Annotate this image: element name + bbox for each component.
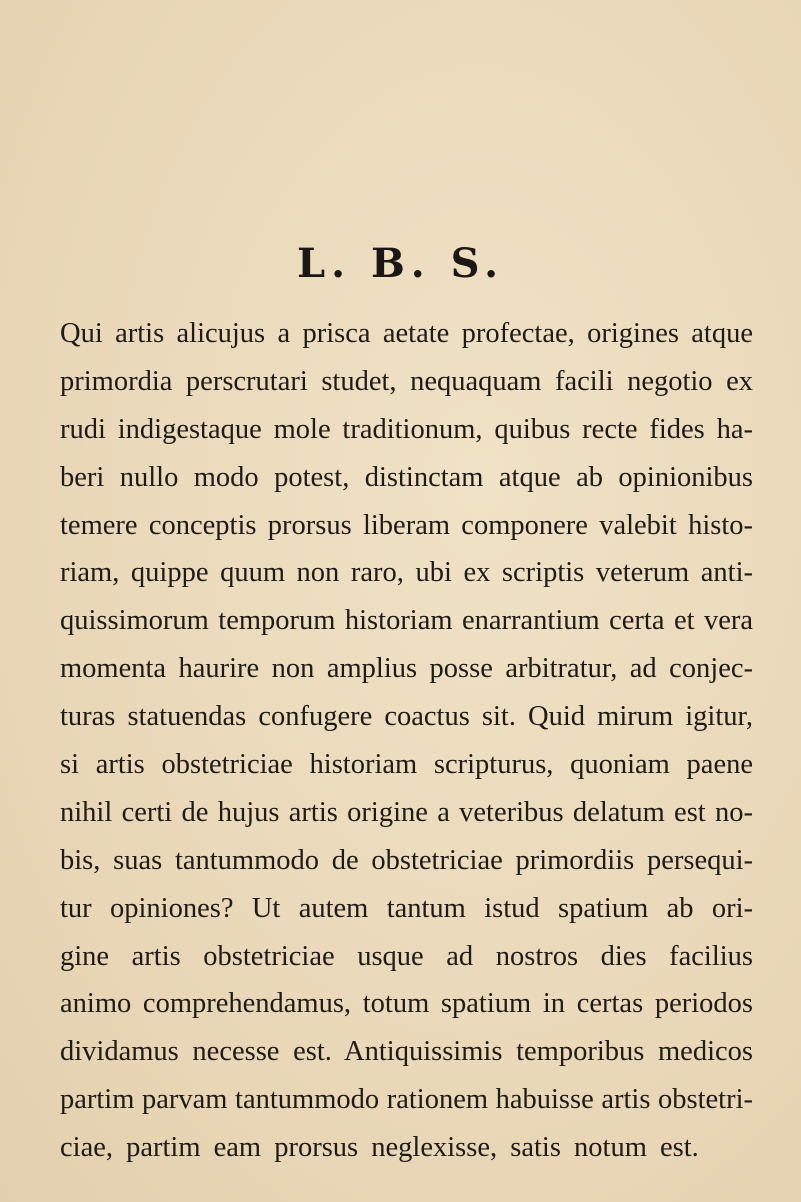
text-line: turas statuendas confugere coactus sit. Quid mirum igitur,	[60, 701, 753, 733]
text-line: riam, quippe quum non raro, ubi ex scriptis veterum anti-	[60, 557, 753, 589]
text-line: tur opiniones? Ut autem tantum istud spatium ab ori-	[60, 892, 753, 924]
text-line: partim parvam tantummodo rationem habuisse artis obstetri-	[60, 1084, 753, 1116]
text-line: bis, suas tantummodo de obstetriciae primordiis persequi-	[60, 844, 753, 876]
text-line: dividamus necesse est. Antiquissimis temporibus medicos	[60, 1036, 753, 1068]
body-text	[60, 310, 753, 1172]
text-line: ciae, partim eam prorsus neglexisse, satis notum est.	[60, 1132, 699, 1164]
page-heading: L. B. S.	[296, 240, 505, 287]
text-line: rudi indigestaque mole traditionum, quibus recte fides ha-	[60, 413, 753, 445]
text-line: primordia perscrutari studet, nequaquam facili negotio ex	[60, 365, 753, 397]
text-line: Qui artis alicujus a prisca aetate profectae, origines atque	[60, 318, 753, 349]
text-line: nihil certi de hujus artis origine a veteribus delatum est no-	[60, 796, 753, 828]
text-line: beri nullo modo potest, distinctam atque ab opinionibus	[60, 461, 753, 493]
text-line: momenta haurire non amplius posse arbitratur, ad conjec-	[60, 653, 753, 685]
text-line: temere conceptis prorsus liberam componere valebit histo-	[60, 509, 753, 541]
text-line: quissimorum temporum historiam enarrantium certa et vera	[60, 605, 753, 637]
text-line: gine artis obstetriciae usque ad nostros dies facilius	[60, 940, 753, 972]
text-line: animo comprehendamus, totum spatium in certas periodos	[60, 988, 753, 1020]
text-line: si artis obstetriciae historiam scripturus, quoniam paene	[60, 749, 753, 781]
